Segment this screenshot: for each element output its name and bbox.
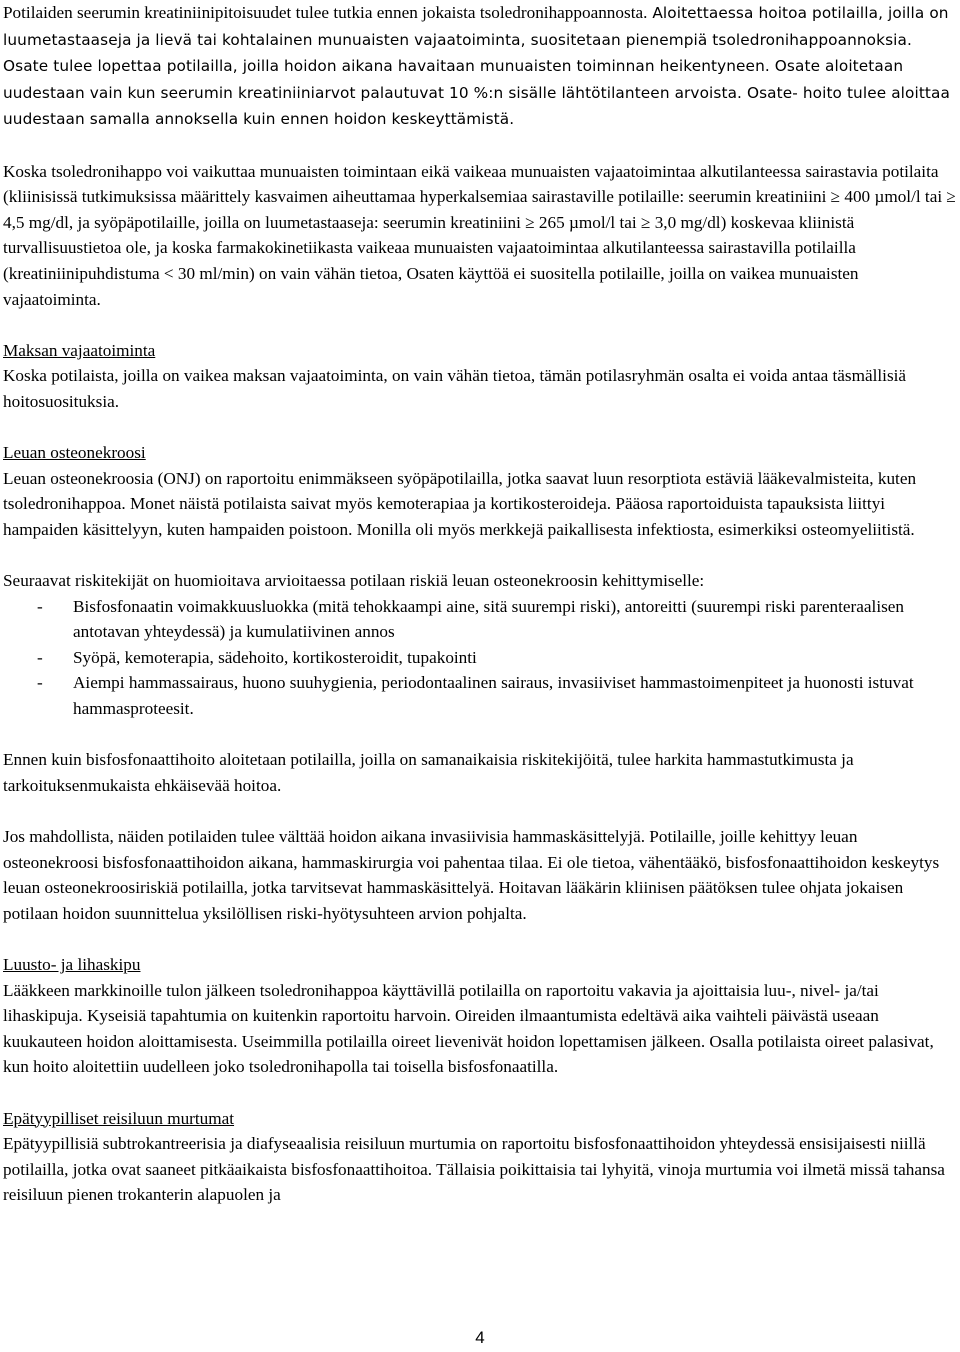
- list-dash: -: [37, 596, 43, 616]
- document-page: [3, 0, 957, 1208]
- spacer: [3, 133, 957, 159]
- list-item-text: Syöpä, kemoterapia, sädehoito, kortikosteroidit, tupakointi: [73, 647, 477, 667]
- spacer: [3, 1080, 957, 1106]
- page-number: 4: [475, 1328, 485, 1347]
- paragraph-invasive-procedures: Jos mahdollista, näiden potilaiden tulee välttää hoidon aikana invasiivisia hammaskäsittelyjä. Potilaille, joille kehittyy leuan osteonekroosi bisfosfonaattihoidon aikana, hammaskirurgia voi pahentaa tilaa. Ei ole tietoa, vähentääkö, bisfosfonaattihoidon keskeytys leuan osteonekroosiriskiä potilailla, jotka tarvitsevat hammaskäsittelyä. Hoitavan lääkärin kliinisen päätöksen tulee ohjata jokaisen potilaan hoidon suunnittelua yksilöllisen riski-hyötysuhteen arvion pohjalta.: [3, 827, 940, 923]
- paragraph-intro: [3, 0, 957, 133]
- spacer: [3, 542, 957, 568]
- list-dash: -: [37, 647, 43, 667]
- paragraph-jaw-osteonecrosis: Leuan osteonekroosia (ONJ) on raportoitu enimmäkseen syöpäpotilailla, jotka saavat luun resorptiota estäviä lääkevalmisteita, kuten tsoledronihappoa. Monet näistä potilaista saivat myös kemoterapiaa ja kortikosteroideja. Pääosa raportoiduista tapauksista liittyi hampaiden käsittelyyn, kuten hampaiden poistoon. Monilla oli myös merkkejä paikallisesta infektiosta, esimerkiksi osteomyeliitistä.: [3, 468, 917, 539]
- list-item: [3, 670, 957, 721]
- paragraph-dental-exam: Ennen kuin bisfosfonaattihoito aloitetaan potilailla, joilla on samanaikaisia riskitekijöitä, tulee harkita hammastutkimusta ja tarkoituksenmukaista ehkäisevää hoitoa.: [3, 750, 854, 795]
- paragraph-atypical-femur-fractures: Epätyypillisiä subtrokantreerisia ja diafyseaalisia reisiluun murtumia on raportoitu bisfosfonaattihoidon yhteydessä ensisijaisesti niillä potilailla, jotka ovat saaneet pitkäaikaista bisfosfonaattihoitoa. Tällaisia poikittaisia tai lyhyitä, vinoja murtumia voi ilmetä missä tahansa reisiluun pienen trokanterin alapuolen ja: [3, 1134, 945, 1205]
- spacer: [3, 415, 957, 441]
- risk-factor-list: [3, 594, 957, 722]
- spacer: [3, 722, 957, 748]
- list-item-text: Aiempi hammassairaus, huono suuhygienia, periodontaalinen sairaus, invasiiviset hammastoimenpiteet ja huonosti istuvat hammasproteesit.: [73, 673, 914, 719]
- list-item: [3, 645, 957, 671]
- heading-musculoskeletal-pain: Luusto- ja lihaskipu: [3, 954, 141, 974]
- intro-sentence-3: Osate tulee lopettaa potilailla, joilla hoidon aikana havaitaan munuaisten toiminnan heikentyneen.: [3, 57, 770, 76]
- spacer: [3, 926, 957, 952]
- list-item: [3, 594, 957, 645]
- paragraph-renal-impairment: Koska tsoledronihappo voi vaikuttaa munuaisten toimintaan eikä vaikeaa munuaisten vajaatoimintaa alkutilanteessa sairastavia potilaita (kliinisissä tutkimuksissa määrittely kasvaimen aiheuttamaa hyperkalsemiaa sairastaville potilaille: seerumin kreatiniini ≥ 400 µmol/l tai ≥ 4,5 mg/dl, ja syöpäpotilaille, joilla on luumetastaaseja: seerumin kreatiniini ≥ 265 µmol/l tai ≥ 3,0 mg/dl) koskevaa kliinistä turvallisuustietoa ole, ja koska farmakokinetiikasta vaikeaa munuaisten vajaatoimintaa alkutilanteessa sairastavilla potilailla (kreatiniinipuhdistuma < 30 ml/min) on vain vähän tietoa, Osaten käyttöä ei suositella potilaille, joilla on vaikea munuaisten vajaatoiminta.: [3, 161, 956, 309]
- heading-atypical-femur-fractures: Epätyypilliset reisiluun murtumat: [3, 1108, 235, 1128]
- spacer: [3, 798, 957, 824]
- intro-sentence-2: Aloitettaessa hoitoa potilailla, joilla on luumetastaaseja ja lievä tai kohtalainen munuaisten vajaatoiminta, suositetaan pienempiä tsoledronihappoannoksia.: [3, 4, 949, 49]
- list-item-text: Bisfosfonaatin voimakkuusluokka (mitä tehokkaampi aine, sitä suurempi riski), antoreitti (suurempi riski parenteraalisen antotavan yhteydessä) ja kumulatiivinen annos: [73, 596, 905, 642]
- heading-jaw-osteonecrosis: Leuan osteonekroosi: [3, 443, 146, 463]
- list-dash: -: [37, 673, 43, 693]
- intro-sentence-1: Potilaiden seerumin kreatiniinipitoisuudet tulee tutkia ennen jokaista tsoledronihappoannosta.: [3, 3, 648, 22]
- intro-sentence-5: Osate- hoito tulee aloittaa uudestaan samalla annoksella kuin ennen hoidon keskeyttämistä.: [3, 83, 950, 129]
- spacer: [3, 312, 957, 338]
- paragraph-risk-factors-intro: Seuraavat riskitekijät on huomioitava arvioitaessa potilaan riskiä leuan osteonekroosin kehittymiselle:: [3, 571, 705, 591]
- intro-sentence-4: Osate aloitetaan uudestaan vain kun seerumin kreatiniiniarvot palautuvat 10 %:n sisälle lähtötilanteen arvoista.: [3, 57, 904, 102]
- paragraph-musculoskeletal-pain: Lääkkeen markkinoille tulon jälkeen tsoledronihappoa käyttävillä potilailla on raportoitu vakavia ja ajoittaisia luu-, nivel- ja/tai lihaskipuja. Kyseisiä tapahtumia on kuitenkin raportoitu harvoin. Oireiden ilmaantumista edeltävä aika vaihteli päivästä useaan kuukauteen hoidon aloittamisesta. Useimmilla potilailla oireet lievenivät hoidon lopettamisen jälkeen. Osalla potilaista oireet palasivat, kun hoito aloitettiin uudelleen joko tsoledronihapolla tai toisella bisfosfonaatilla.: [3, 980, 934, 1077]
- paragraph-liver-impairment: Koska potilaista, joilla on vaikea maksan vajaatoiminta, on vain vähän tietoa, tämän potilasryhmän osalta ei voida antaa täsmällisiä hoitosuosituksia.: [3, 366, 907, 411]
- heading-liver-impairment: Maksan vajaatoiminta: [3, 340, 156, 360]
